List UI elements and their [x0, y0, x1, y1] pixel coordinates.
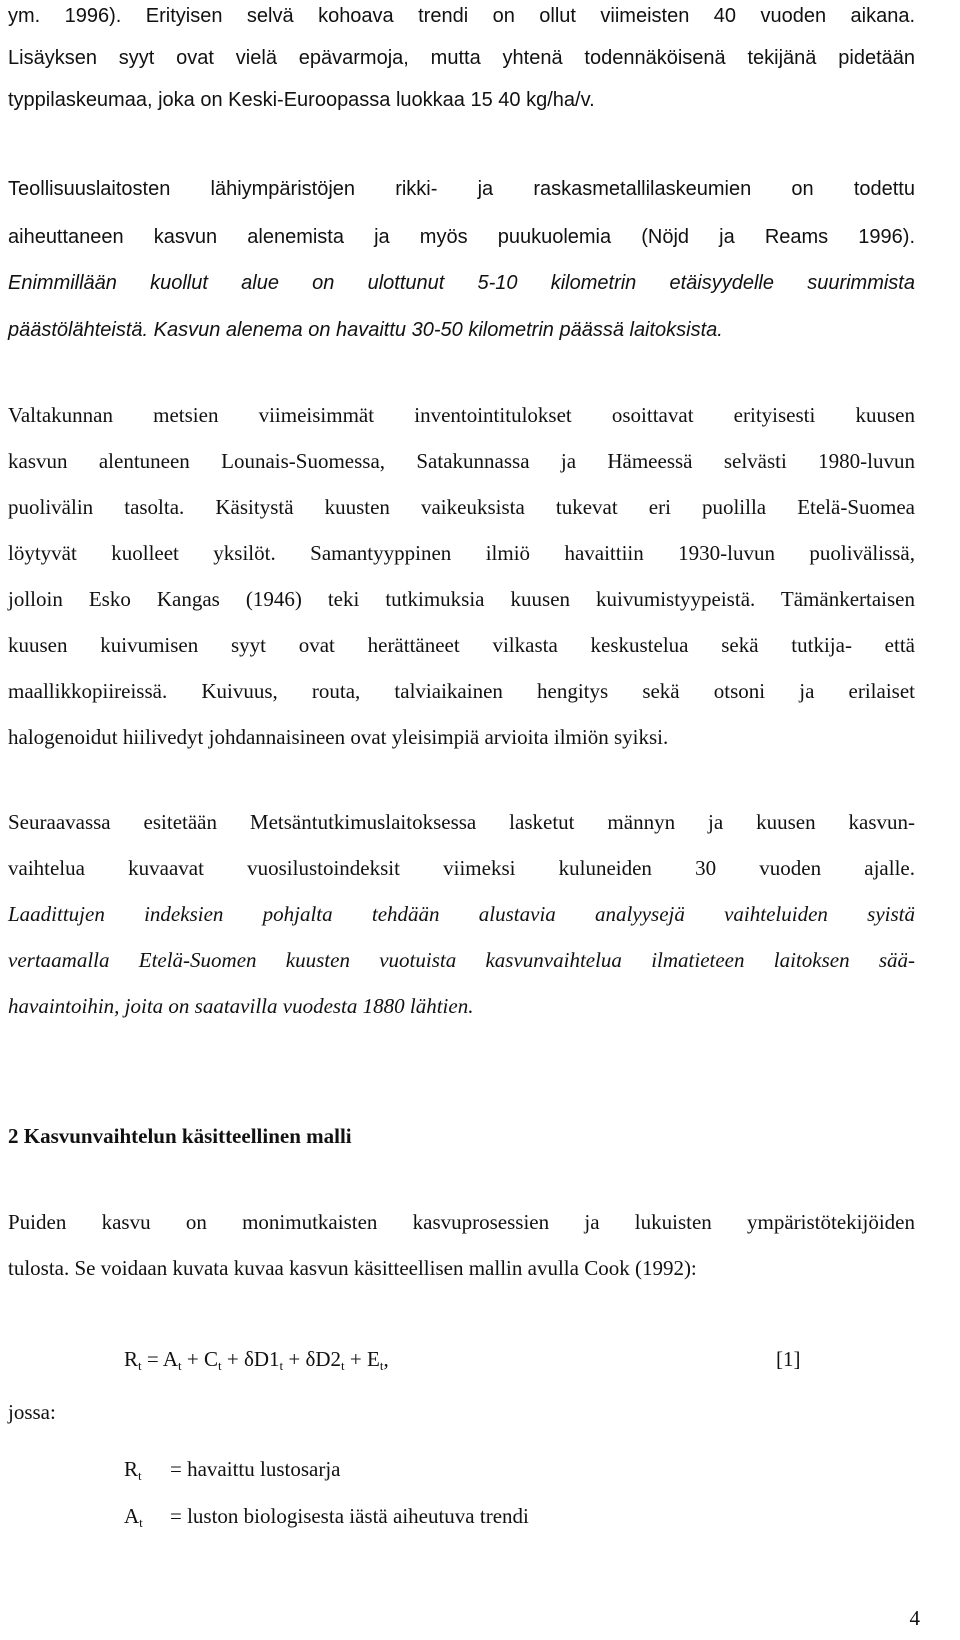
eq-term-E: + E	[349, 1347, 380, 1371]
paragraph-4-line-1: Puiden kasvu on monimutkaisten kasvuprosessien ja lukuisten ympäristötekijöiden	[8, 1210, 915, 1234]
equation	[124, 1345, 389, 1373]
paragraph-3-line-1: Seuraavassa esitetään Metsäntutkimuslaitoksessa lasketut männyn ja kuusen kasvun-	[8, 810, 915, 834]
paragraph-3-line-4: vertaamalla Etelä-Suomen kuusten vuotuista kasvunvaihtelua ilmatieteen laitoksen sää-	[8, 948, 915, 972]
paragraph-0-line-3: typpilaskeumaa, joka on Keski-Euroopassa luokkaa 15 40 kg/ha/v.	[8, 89, 595, 111]
paragraph-2-line-3: puolivälin tasolta. Käsitystä kuusten vaikeuksista tukevat eri puolilla Etelä-Suomea	[8, 495, 915, 519]
paragraph-0-line-1: ym. 1996). Erityisen selvä kohoava trendi on ollut viimeisten 40 vuoden aikana.	[8, 5, 915, 27]
definition-symbol	[124, 1502, 143, 1530]
jossa-label: jossa:	[8, 1400, 56, 1424]
paragraph-1-line-2: aiheuttaneen kasvun alenemista ja myös puukuolemia (Nöjd ja Reams 1996).	[8, 226, 915, 248]
paragraph-2-line-8: halogenoidut hiilivedyt johdannaisineen ovat yleisimpiä arvioita ilmiön syiksi.	[8, 725, 669, 749]
paragraph-2-line-5: jolloin Esko Kangas (1946) teki tutkimuksia kuusen kuivumistyypeistä. Tämänkertaisen	[8, 587, 915, 611]
paragraph-2-line-4: löytyvät kuolleet yksilöt. Samantyyppinen ilmiö havaittiin 1930-luvun puolivälissä,	[8, 541, 915, 565]
definition-text: = havaittu lustosarja	[170, 1457, 341, 1481]
definition-symbol-text: A	[124, 1504, 140, 1528]
paragraph-3-line-2: vaihtelua kuvaavat vuosilustoindeksit viimeksi kuluneiden 30 vuoden ajalle.	[8, 856, 915, 880]
eq-comma: ,	[383, 1347, 389, 1371]
equation-number: [1]	[776, 1347, 801, 1371]
eq-term-D1: + δD1	[226, 1347, 280, 1371]
definition-sub: t	[139, 1515, 143, 1530]
paragraph-2-line-6: kuusen kuivumisen syyt ovat herättäneet vilkasta keskustelua sekä tutkija- että	[8, 633, 915, 657]
definition-symbol	[124, 1455, 142, 1483]
eq-sub: t	[341, 1358, 345, 1373]
paragraph-1-line-4: päästölähteistä. Kasvun alenema on havaittu 30-50 kilometrin päässä laitoksista.	[8, 319, 723, 341]
paragraph-1-line-1: Teollisuuslaitosten lähiympäristöjen rikki- ja raskasmetallilaskeumien on todettu	[8, 178, 915, 200]
eq-term-A: = A	[146, 1347, 178, 1371]
paragraph-3-line-5: havaintoihin, joita on saatavilla vuodesta 1880 lähtien.	[8, 994, 474, 1018]
eq-sub: t	[138, 1358, 142, 1373]
definition-text: = luston biologisesta iästä aiheutuva trendi	[170, 1504, 529, 1528]
paragraph-2-line-1: Valtakunnan metsien viimeisimmät inventointitulokset osoittavat erityisesti kuusen	[8, 403, 915, 427]
eq-term-C: + C	[186, 1347, 218, 1371]
eq-sub: t	[178, 1358, 182, 1373]
section-heading: 2 Kasvunvaihtelun käsitteellinen malli	[8, 1124, 352, 1148]
paragraph-0-line-2: Lisäyksen syyt ovat vielä epävarmoja, mutta yhtenä todennäköisenä tekijänä pidetään	[8, 47, 915, 69]
paragraph-4-line-2: tulosta. Se voidaan kuvata kuvaa kasvun käsitteellisen mallin avulla Cook (1992):	[8, 1256, 697, 1280]
eq-sub: t	[217, 1358, 222, 1373]
eq-term-D2: + δD2	[288, 1347, 342, 1371]
paragraph-3-line-3: Laadittujen indeksien pohjalta tehdään alustavia analyysejä vaihteluiden syistä	[8, 902, 915, 926]
paragraph-2-line-7: maallikkopiireissä. Kuivuus, routa, talviaikainen hengitys sekä otsoni ja erilaiset	[8, 679, 915, 703]
page-number: 4	[909, 1606, 920, 1630]
eq-term-R: R	[124, 1347, 139, 1371]
eq-sub: t	[279, 1358, 284, 1373]
paragraph-1-line-3: Enimmillään kuollut alue on ulottunut 5-10 kilometrin etäisyydelle suurimmista	[8, 272, 915, 294]
definition-symbol-text: R	[124, 1457, 139, 1481]
definition-sub: t	[138, 1468, 142, 1483]
eq-sub: t	[379, 1358, 384, 1373]
paragraph-2-line-2: kasvun alentuneen Lounais-Suomessa, Satakunnassa ja Hämeessä selvästi 1980-luvun	[8, 449, 915, 473]
